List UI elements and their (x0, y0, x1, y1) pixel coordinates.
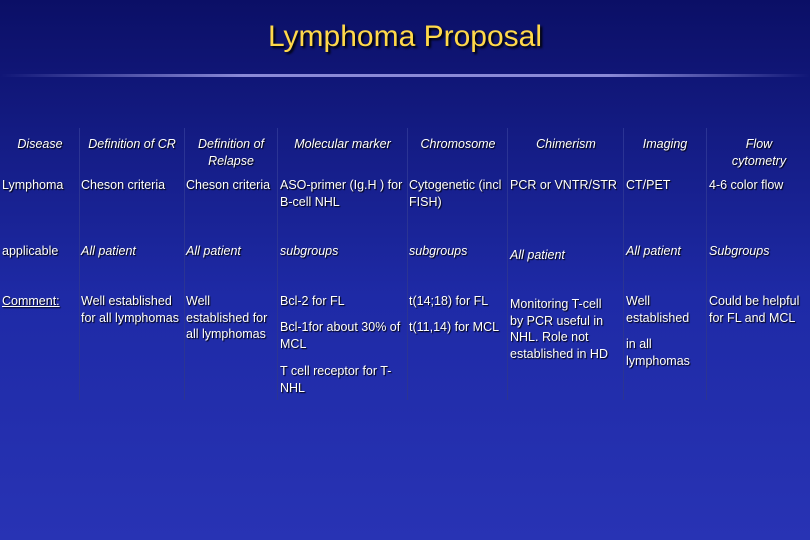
column-divider (184, 128, 185, 400)
cell-comment-imaging-1: Well established (626, 294, 690, 325)
column-divider (507, 128, 508, 400)
cell-applicable-relapse: All patient (186, 244, 241, 258)
cell-applicable-label: applicable (2, 244, 59, 258)
cell-comment-chromosome-mcl: t(11,14) for MCL (409, 320, 500, 334)
column-divider (407, 128, 408, 400)
header-molecular-marker: Molecular marker (294, 137, 391, 151)
cell-comment-marker-tcr: T cell receptor for T-NHL (280, 364, 392, 395)
header-chromosome: Chromosome (420, 137, 496, 151)
cell-lymphoma-imaging: CT/PET (626, 178, 671, 192)
cell-applicable-marker: subgroups (280, 244, 339, 258)
cell-applicable-flow: Subgroups (709, 244, 770, 258)
cell-comment-flow: Could be helpful for FL and MCL (709, 294, 800, 325)
cell-lymphoma-chromosome: Cytogenetic (incl FISH) (409, 178, 502, 209)
header-chimerism: Chimerism (536, 137, 596, 151)
cell-lymphoma-relapse: Cheson criteria (186, 178, 271, 192)
cell-comment-relapse: Well established for all lymphomas (186, 294, 268, 341)
cell-lymphoma-disease: Lymphoma (2, 178, 64, 192)
cell-applicable-imaging: All patient (626, 244, 681, 258)
cell-comment-cr: Well established for all lymphomas (81, 294, 179, 325)
cell-lymphoma-marker: ASO-primer (Ig.H ) for B-cell NHL (280, 178, 403, 209)
cell-lymphoma-chimerism: PCR or VNTR/STR (510, 178, 617, 192)
cell-comment-marker-bcl2: Bcl-2 for FL (280, 294, 345, 308)
cell-applicable-chimerism: All patient (510, 248, 565, 262)
cell-comment-label: Comment: (2, 294, 60, 308)
header-flow-cytometry: Flow cytometry (731, 137, 787, 168)
cell-comment-marker-bcl1: Bcl-1for about 30% of MCL (280, 320, 401, 351)
column-divider (706, 128, 707, 400)
cell-applicable-cr: All patient (81, 244, 136, 258)
cell-comment-chromosome-fl: t(14;18) for FL (409, 294, 489, 308)
cell-comment-imaging-2: in all lymphomas (626, 337, 690, 368)
title-divider (0, 74, 810, 77)
header-imaging: Imaging (642, 137, 688, 151)
cell-lymphoma-flow: 4-6 color flow (709, 178, 784, 192)
column-divider (623, 128, 624, 400)
cell-applicable-chromosome: subgroups (409, 244, 468, 258)
header-disease: Disease (17, 137, 63, 151)
header-definition-of-cr: Definition of CR (88, 137, 176, 151)
column-divider (277, 128, 278, 400)
column-divider (79, 128, 80, 400)
cell-lymphoma-cr: Cheson criteria (81, 178, 166, 192)
cell-comment-chimerism: Monitoring T-cell by PCR useful in NHL. Role not established in HD (510, 297, 608, 361)
header-definition-of-relapse: Definition of Relapse (197, 137, 264, 168)
page-title: Lymphoma Proposal (267, 20, 543, 53)
